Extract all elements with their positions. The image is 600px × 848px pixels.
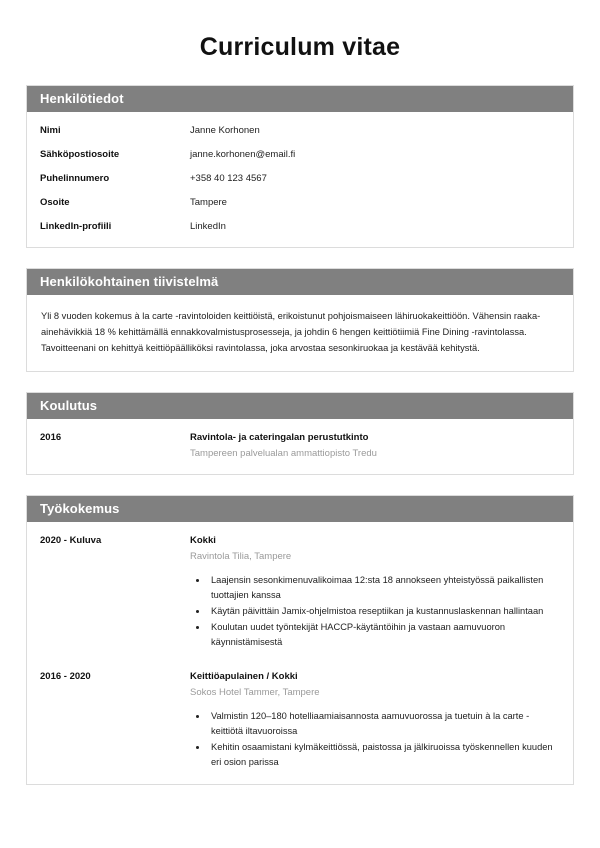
page-title: Curriculum vitae — [199, 33, 401, 61]
section-heading-summary: Henkilökohtainen tiivistelmä — [27, 269, 573, 295]
list-item: • Laajensin sesonkimenuvalikoimaa 12:sta 18 annokseen yhteistyössä paikallisten tuottajien kanssa — [208, 573, 560, 603]
info-row — [40, 172, 560, 185]
entry-main — [190, 431, 560, 461]
info-value: Tampere — [190, 197, 227, 208]
experience-body — [27, 522, 573, 784]
entry-period: 2016 - 2020 — [40, 671, 91, 682]
personal-info-body — [27, 112, 573, 247]
info-row — [40, 124, 560, 137]
entry-main — [190, 670, 560, 771]
list-item: • Valmistin 120–180 hotelliaamiaisannosta aamuvuorossa ja tuetuin à la carte -keittiötä iltavuoroissa — [208, 709, 560, 739]
list-item: • Käytän päivittäin Jamix-ohjelmistoa reseptiikan ja kustannuslaskennan hallintaan — [208, 604, 560, 619]
entry-bullet-list — [190, 709, 560, 770]
list-item: • Koulutan uudet työntekijät HACCP-käytäntöihin ja vastaan aamuvuoron käynnistämisestä — [208, 620, 560, 650]
entry-bullet-list — [190, 573, 560, 650]
section-heading-education: Koulutus — [27, 393, 573, 419]
info-value: janne.korhonen@email.fi — [190, 149, 296, 160]
entry-main — [190, 534, 560, 651]
info-row — [40, 148, 560, 161]
info-value: Janne Korhonen — [190, 125, 260, 136]
experience-entry — [40, 670, 560, 771]
info-label: LinkedIn-profiili — [40, 221, 112, 232]
section-card-personal-info — [26, 85, 574, 248]
info-label: Nimi — [40, 125, 61, 136]
education-body — [27, 419, 573, 474]
list-item: • Kehitin osaamistani kylmäkeittiössä, paistossa ja jälkiruoissa työskennellen kuuden eri osion parissa — [208, 740, 560, 770]
summary-text: Yli 8 vuoden kokemus à la carte -ravintoloiden keittiöistä, erikoistunut pohjoismaiseen lähiruokakeittiöön. Vähensin raaka-ainehävikkiä 18 % kehittämällä ennakkovalmistusprosesseja, ja johdin 6 hengen keittiötiimiä Fine Dining -ravintolassa. Tavoitteenani on kehittyä keittiöpäälliköksi ravintolassa, joka arvostaa sesonkiruokaa ja kestävää kehitystä. — [41, 311, 541, 353]
section-heading-personal-info: Henkilötiedot — [27, 86, 573, 112]
summary-body — [27, 295, 573, 371]
section-card-summary — [26, 268, 574, 372]
info-row — [40, 220, 560, 233]
entry-title: Keittiöapulainen / Kokki — [190, 671, 298, 682]
info-label: Osoite — [40, 197, 70, 208]
section-heading-experience: Työkokemus — [27, 496, 573, 522]
experience-entry — [40, 534, 560, 651]
education-entry — [40, 431, 560, 461]
info-label: Puhelinnumero — [40, 173, 110, 184]
entry-organization: Tampereen palvelualan ammattiopisto Tredu — [190, 448, 377, 459]
entry-title: Kokki — [190, 535, 216, 546]
entry-organization: Sokos Hotel Tammer, Tampere — [190, 687, 320, 698]
info-row — [40, 196, 560, 209]
info-label: Sähköpostiosoite — [40, 149, 120, 160]
section-card-experience — [26, 495, 574, 785]
entry-title: Ravintola- ja cateringalan perustutkinto — [190, 432, 369, 443]
linkedin-profile-link[interactable]: LinkedIn — [190, 221, 226, 232]
entry-period: 2020 - Kuluva — [40, 535, 102, 546]
info-value: +358 40 123 4567 — [190, 173, 267, 184]
entry-period: 2016 — [40, 432, 62, 443]
entry-organization: Ravintola Tilia, Tampere — [190, 551, 292, 562]
section-card-education — [26, 392, 574, 475]
